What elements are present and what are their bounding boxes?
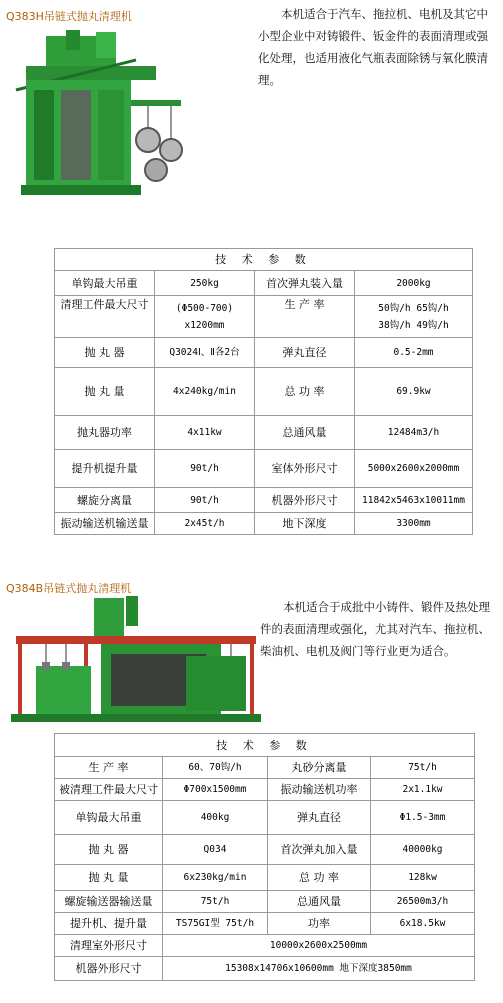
machine1-description: 本机适合于汽车、拖拉机、电机及其它中小型企业中对铸锻件、钣金件的表面清理或强化处理，也适用液化气瓶表面除锈与氧化膜清理。 [258,7,488,87]
machine1-title: Q383H吊链式抛丸清理机 [6,10,132,23]
table-row: 振动输送机输送量 2x45t/h 地下深度 3300mm [55,513,473,535]
machine2-image [6,596,266,736]
table-header: 技 术 参 数 [55,734,475,757]
table-row: 抛 丸 量 4x240kg/min 总 功 率 69.9kw [55,368,473,416]
machine2-title: Q384B吊链式抛丸清理机 [6,582,132,595]
table-header: 技 术 参 数 [55,249,473,271]
table-row: 提升机、提升量 TS75GI型 75t/h 功率 6x18.5kw [55,913,475,935]
table-row: 螺旋分离量 90t/h 机器外形尺寸 11842x5463x10011mm [55,488,473,513]
machine2-spec-table [54,733,475,981]
table-row: 清理室外形尺寸 10000x2600x2500mm [55,935,475,957]
table-row: 提升机提升量 90t/h 室体外形尺寸 5000x2600x2000mm [55,450,473,488]
table-row: 被清理工件最大尺寸 Φ700x1500mm 振动输送机功率 2x1.1kw [55,779,475,801]
machine2-description: 本机适合于成批中小铸件、锻件及热处理件的表面清理或强化，尤其对汽车、拖拉机、柴油机、电机及阀门等行业更为适合。 [260,600,490,658]
table-row: 螺旋输送器输送量 75t/h 总通风量 26500m3/h [55,891,475,913]
table-row: 单钩最大吊重 250kg 首次弹丸装入量 2000kg [55,271,473,296]
machine1-spec-table [54,248,473,535]
table-row: 单钩最大吊重 400kg 弹丸直径 Φ1.5-3mm [55,801,475,835]
table-row: 抛 丸 器 Q3024Ⅰ、Ⅱ各2台 弹丸直径 0.5-2mm [55,338,473,368]
table-row: 清理工件最大尺寸 (Φ500-700) x1200mm 生 产 率 50钩/h 65钩/h 38钩/h 49钩/h [55,296,473,338]
table-row: 抛 丸 器 Q034 首次弹丸加入量 40000kg [55,835,475,865]
machine1-image [6,30,206,215]
table-row: 抛 丸 量 6x230kg/min 总 功 率 128kw [55,865,475,891]
table-row: 生 产 率 60、70钩/h 丸砂分离量 75t/h [55,757,475,779]
table-row: 机器外形尺寸 15308x14706x10600mm 地下深度3850mm [55,957,475,981]
table-row: 抛丸器功率 4x11kw 总通风量 12484m3/h [55,416,473,450]
